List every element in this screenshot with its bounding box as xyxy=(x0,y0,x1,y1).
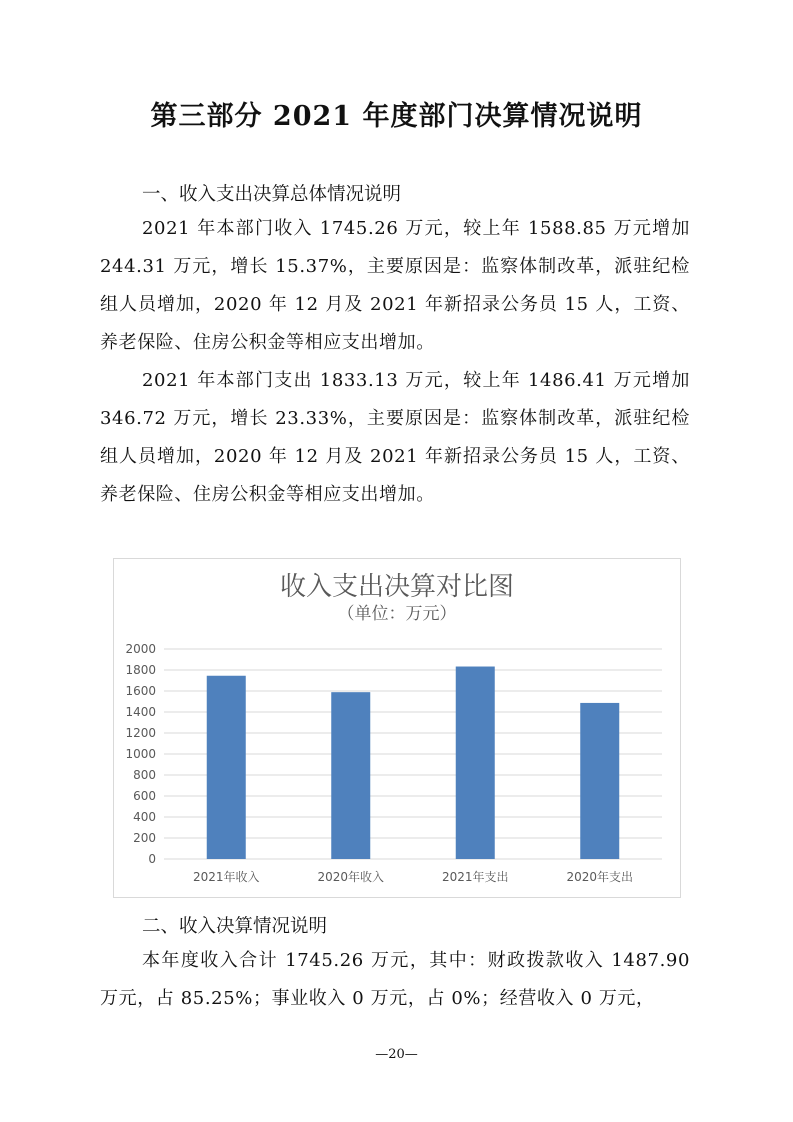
y-tick-label: 600 xyxy=(133,789,156,803)
y-tick-label: 1800 xyxy=(125,663,156,677)
section2-body xyxy=(100,942,690,1018)
bar-chart xyxy=(113,558,681,898)
bar xyxy=(456,667,495,859)
y-tick-label: 1200 xyxy=(125,726,156,740)
y-axis-ticks xyxy=(125,642,156,866)
section1-heading: 一、收入支出决算总体情况说明 xyxy=(142,184,402,205)
bar-chart-svg xyxy=(114,559,680,897)
x-axis-labels xyxy=(193,869,633,884)
section2-paragraph-income: 本年度收入合计 1745.26 万元，其中：财政拨款收入 1487.90 万元，占 85.25%；事业收入 0 万元，占 0%；经营收入 0 万元， xyxy=(100,950,690,1009)
y-tick-label: 400 xyxy=(133,810,156,824)
bar xyxy=(207,676,246,859)
section1-paragraph-expense: 2021 年本部门支出 1833.13 万元，较上年 1486.41 万元增加 346.72 万元，增长 23.33%，主要原因是：监察体制改革，派驻纪检组人员增加，2020 年 12 月及 2021 年新招录公务员 15 人，工资、养老保险、住房公积金等相应支出增加。 xyxy=(100,370,690,505)
page-title: 第三部分 2021 年度部门决算情况说明 xyxy=(150,101,643,132)
x-tick-label: 2021年支出 xyxy=(441,870,509,884)
y-tick-label: 800 xyxy=(133,768,156,782)
y-tick-label: 0 xyxy=(148,852,156,866)
y-tick-label: 2000 xyxy=(125,642,156,656)
page-number: —20— xyxy=(375,1047,418,1062)
chart-bars xyxy=(207,667,620,859)
chart-title: 收入支出决算对比图 xyxy=(279,572,515,602)
x-tick-label: 2020年收入 xyxy=(317,870,385,884)
bar xyxy=(331,692,370,859)
section2-heading: 二、收入决算情况说明 xyxy=(142,916,328,937)
x-tick-label: 2021年收入 xyxy=(192,870,260,884)
y-tick-label: 200 xyxy=(133,831,156,845)
y-tick-label: 1400 xyxy=(125,705,156,719)
y-tick-label: 1000 xyxy=(125,747,156,761)
bar xyxy=(580,703,619,859)
x-tick-label: 2020年支出 xyxy=(566,870,634,884)
section1-paragraph-income: 2021 年本部门收入 1745.26 万元，较上年 1588.85 万元增加 244.31 万元，增长 15.37%，主要原因是：监察体制改革，派驻纪检组人员增加，2020 年 12 月及 2021 年新招录公务员 15 人，工资、养老保险、住房公积金等相应支出增加。 xyxy=(100,218,690,353)
y-tick-label: 1600 xyxy=(125,684,156,698)
section1-body xyxy=(100,210,690,514)
chart-subtitle: （单位：万元） xyxy=(337,604,457,624)
